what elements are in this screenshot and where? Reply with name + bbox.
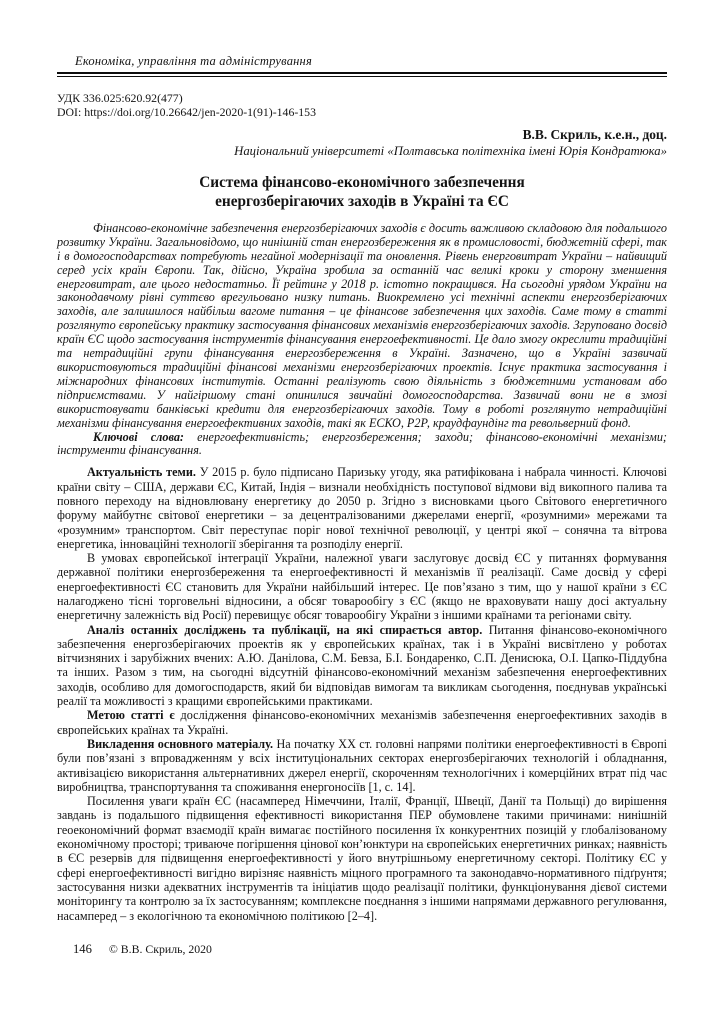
article-title-line2: енергозберігаючих заходів в Україні та ЄС bbox=[215, 193, 509, 211]
byline bbox=[57, 127, 667, 160]
paragraph-text: У 2015 р. було підписано Паризьку угоду, яка ратифікована і набрала чинності. Ключові країни світу – США, держави ЄС, Китай, Індія – визнали необхідність поступової відмови від викопного палива та повного переходу на відновлювану енергетику до 2050 р. Згідно з висновками цього Світового енергетичного форуму майбутнє світової енергетики – за децентралізованими джерелами енергії, «розумними» мережами та «розумним» транспортом. Світ переступає поріг нової технічної революції, у центрі якої – сонячна та вітрова енергетика, інноваційні технології зберігання та розподілу енергії. bbox=[57, 465, 667, 551]
paragraph-lead: Аналіз останніх досліджень та публікації, на які спирається автор. bbox=[87, 622, 483, 637]
abstract-text: Фінансово-економічне забезпечення енергозберігаючих заходів є досить важливою складовою для подальшого розвитку України. Загальновідомо, що нинішній стан енергозбереження як в промисловості, бюджетній сфері, так і в домогосподарствах потребують негайної модернізації та оновлення. Рівень енерговитрат України – найвищий серед усіх країн Європи. Так, дійсно, Україна зробила за останній час великі кроки у сторону зменшення енерговитрат, але цього недостатньо. Її рейтинг у 2018 р. істотно покращився. На сьогодні урядом України на законодавчому рівні суттєво врегульовано низку питань. Виокремлено усі технічні аспекти енергозберігаючих заходів, але залишилося найбільш вагоме питання – це фінансове забезпечення цих заходів. Саме тому в статті розглянуто європейську практику застосування фінансових механізмів енергозберігаючих заходів. Згруповано досвід країн ЄС щодо застосування інструментів фінансування енергоефективності. Це дало змогу окреслити традиційні та нетрадиційні групи фінансування енергозбереження в Україні. Зазначено, що в Україні зазвичай використовуються традиційні фінансові механізми енергозберігаючих проектів. Існує практика застосування і міжнародних фінансових інститутів. Останні реалізують свою діяльність з бюджетними установам або підприємствами. У найгіршому стані опинилися звичайні домогосподарства. Зазвичай вони не в змозі використовувати банківські кредити для енергозберігаючих заходів. Тому в роботі розглянуто нетрадиційні механізми фінансування енергоефективних заходів, такі як ЕСКО, Р2Р, краудфаундінг та револьверний фонд. bbox=[57, 220, 667, 430]
paragraph-eu-integration bbox=[57, 551, 667, 622]
keywords-line bbox=[57, 431, 667, 459]
author-affiliation: Національний університеті «Полтавська політехніка імені Юрія Кондратюка» bbox=[234, 144, 667, 159]
doi-text: DOI: https://doi.org/10.26642/jen-2020-1(91)-146-153 bbox=[57, 105, 316, 120]
paragraph-relevance bbox=[57, 465, 667, 551]
paragraph-main-material bbox=[57, 737, 667, 794]
paragraph-text: Посилення уваги країн ЄС (насамперед Німеччини, Італії, Франції, Швеції, Данії та Польщі) до вирішення завдань із подальшого підвищення ефективності використання ПЕР обумовлене такими причинами: нинішній геоекономічний формат взаємодії країн вимагає постійного посилення їх конкурентних позицій у глобалізованому економічному просторі; триваюче погіршення цінової кон’юнктури на європейських енергетичних ринках; наявність в ЄС резервів для підвищення енергоефективності у його внутрішньому енергетичному секторі. Політику ЄС у сфері енергоефективності вигідно вирізняє наявність міцного програмного та законодавчо-нормативного підґрунтя; застосування низки адекватних інструментів та ініціатив щодо реалізації політики, функціонування дієвої системи моніторингу та контролю за їх застосуванням; комплексне поєднання з іншими напрямами державного регулювання, насамперед – з екологічною та економічною політикою [2–4]. bbox=[57, 794, 667, 923]
keywords-label: Ключові слова: bbox=[93, 429, 184, 444]
abstract-section bbox=[57, 222, 667, 458]
paragraph-lead: Актуальність теми. bbox=[87, 465, 196, 480]
paragraph-text: На початку ХХ ст. головні напрями політики енергоефективності в Європі були пов’язані з впровадженням у всіх інституціональних секторах енергозберігаючих технологій і обладнання, активізацією використання альтернативних джерел енергії, скороченням технологічних і комерційних втрат під час виробництва, транспортування та споживання енергоносіїв [1, с. 14]. bbox=[57, 736, 667, 794]
journal-title: Економіка, управління та адміністрування bbox=[75, 54, 312, 68]
paragraph-lead: Метою статті є bbox=[87, 708, 175, 723]
keywords-text: енергоефективність; енергозбереження; заходи; фінансово-економічні механізми; інструменти фінансування. bbox=[57, 429, 667, 458]
paragraph-lead: Викладення основного матеріалу. bbox=[87, 736, 274, 751]
paragraph-eu-attention bbox=[57, 794, 667, 923]
article-body bbox=[57, 465, 667, 923]
udc-code: УДК 336.025:620.92(477) bbox=[57, 91, 183, 105]
article-meta bbox=[57, 91, 667, 119]
author-name: В.В. Скриль, к.е.н., доц. bbox=[522, 127, 667, 143]
paragraph-text: дослідження фінансово-економічних механізмів забезпечення енергоефективних заходів в європейських країнах та Україні. bbox=[57, 708, 668, 737]
article-title bbox=[57, 173, 667, 212]
article-title-line1: Система фінансово-економічного забезпечення bbox=[199, 173, 525, 191]
copyright-notice: © В.В. Скриль, 2020 bbox=[108, 942, 212, 956]
paragraph-text: Питання фінансово-економічного забезпечення енергозберігаючих проектів як у європейських країнах, так і в Україні висвітлено у роботах вітчизняних і зарубіжних вчених: А.Ю. Данілова, С.М. Бевза, Б.І. Бондаренко, С.П. Денисюка, О.І. Цапко-Піддубна та інших. Разом з тим, на сьогодні відсутній фінансово-економічний механізм забезпечення енергоефективних заходів, особливо для домогосподарств, який би відповідав вимогам та викликам сьогодення, поєднував українські реалії та можливості з кращими європейськими практиками. bbox=[57, 622, 667, 709]
header-rule bbox=[57, 72, 667, 77]
page-footer bbox=[57, 942, 212, 957]
paragraph-literature-review bbox=[57, 623, 667, 709]
journal-header bbox=[57, 54, 667, 77]
paragraph-text: В умовах європейської інтеграції України, належної уваги заслуговує досвід ЄС у питаннях формування державної політики енергозбереження та енергоефективності й механізмів її реалізації. Саме досвід у сфері енергоефективності ЄС становить для України найбільший інтерес. Це пов’язано з тим, що у нашої країни з ЄС налагоджено тісні торговельні відносини, а обсяг товарообігу з ЄС (якщо не враховувати нашу досі актуальну енергетичну залежність від Росії) перевищує обсяг товарообігу України з іншими країнами та регіонами світу. bbox=[57, 551, 667, 623]
paragraph-goal bbox=[57, 708, 667, 737]
page-number: 146 bbox=[73, 942, 92, 956]
